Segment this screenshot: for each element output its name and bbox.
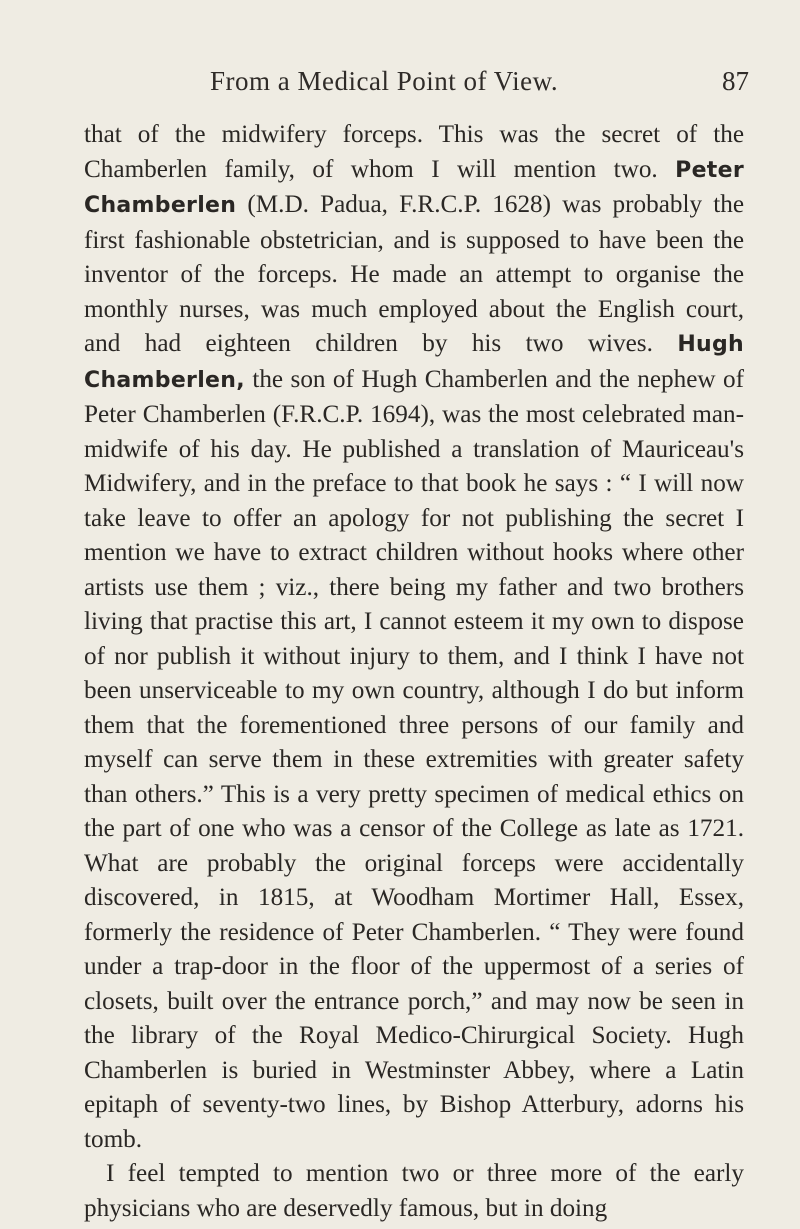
- name-hugh-chamberlen: Hugh Chamberlen,: [84, 332, 744, 393]
- paragraph-1-text-b: (M.D. Padua, F.R.C.P. 1628) was probably the first fashionable obstetrician, and is supposed to have been the inventor of the forceps. He made an attempt to organise the monthly nurses, was much employed about the English court, and had eighteen children by his two wives.: [84, 191, 744, 357]
- page-number: 87: [722, 66, 749, 96]
- paragraph-2: I feel tempted to mention two or three more of the early physicians who are deservedly famous, but in doing: [84, 1160, 744, 1222]
- paragraph-1-text-a: that of the midwifery forceps. This was the secret of the Chamberlen family, of whom I will mention two.: [84, 121, 744, 183]
- running-head: From a Medical Point of View.: [210, 66, 559, 96]
- paragraph-1-text-c: the son of Hugh Chamberlen and the nephew of Peter Chamberlen (F.R.C.P. 1694), was the most celebrated man-midwife of his day. He published a translation of Mauriceau's Midwifery, and in the preface to that book he says : “ I will now take leave to offer an apology for not publishing the secret I mention we have to extract children without hooks where other artists use them ; viz., there being my father and two brothers living that practise this art, I cannot esteem it my own to dispose of nor publish it without injury to them, and I think I have not been unserviceable to my own country, although I do but inform them that the forementioned three persons of our family and myself can serve them in these extremities with greater safety than others.” This is a very pretty specimen of medical ethics on the part of one who was a censor of the College as late as 1721. What are probably the original forceps were accidentally discovered, in 1815, at Woodham Mortimer Hall, Essex, formerly the residence of Peter Chamberlen. “ They were found under a trap-door in the floor of the uppermost of a series of closets, built over the entrance porch,” and may now be seen in the library of the Royal Medico-Chirurgical Society. Hugh Chamberlen is buried in Westminster Abbey, where a Latin epitaph of seventy-two lines, by Bishop Atterbury, adorns his tomb.: [84, 365, 744, 1153]
- name-peter-chamberlen: Peter Chamberlen: [84, 157, 744, 218]
- paragraph-1: [84, 118, 744, 1157]
- body-text: [84, 118, 744, 1226]
